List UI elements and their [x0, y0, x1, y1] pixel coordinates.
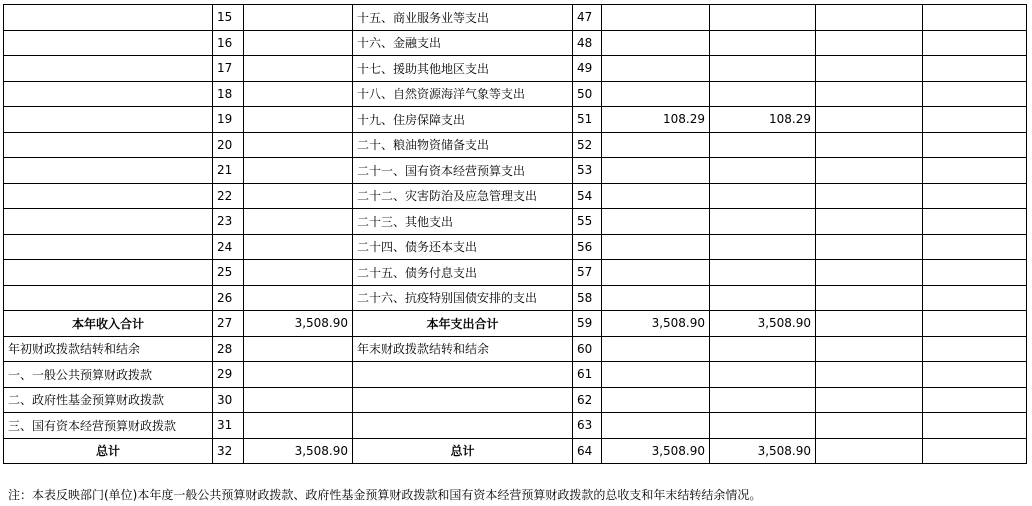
general-budget-amount: 3,508.90	[710, 438, 816, 464]
income-row-number: 18	[213, 81, 244, 107]
fund-budget-amount	[816, 107, 923, 133]
income-amount	[244, 234, 353, 260]
general-budget-amount	[710, 260, 816, 286]
expenditure-total	[602, 209, 710, 235]
income-row-number: 32	[213, 438, 244, 464]
income-row-number: 22	[213, 183, 244, 209]
capital-budget-amount	[923, 260, 1027, 286]
income-item-label: 一、一般公共预算财政拨款	[4, 362, 213, 388]
income-item-label	[4, 5, 213, 31]
general-budget-amount	[710, 362, 816, 388]
fund-budget-amount	[816, 260, 923, 286]
table-row	[4, 209, 1027, 235]
table-row	[4, 158, 1027, 184]
income-amount	[244, 336, 353, 362]
general-budget-amount	[710, 285, 816, 311]
expenditure-item-label: 二十六、抗疫特别国债安排的支出	[353, 285, 573, 311]
fund-budget-amount	[816, 336, 923, 362]
expenditure-item-label	[353, 387, 573, 413]
general-budget-amount	[710, 132, 816, 158]
fund-budget-amount	[816, 183, 923, 209]
expenditure-item-label: 十八、自然资源海洋气象等支出	[353, 81, 573, 107]
capital-budget-amount	[923, 107, 1027, 133]
general-budget-amount	[710, 30, 816, 56]
capital-budget-amount	[923, 5, 1027, 31]
general-budget-amount	[710, 209, 816, 235]
capital-budget-amount	[923, 413, 1027, 439]
expenditure-total	[602, 336, 710, 362]
income-item-label: 二、政府性基金预算财政拨款	[4, 387, 213, 413]
expenditure-row-number: 63	[573, 413, 602, 439]
expenditure-item-label: 十九、住房保障支出	[353, 107, 573, 133]
expenditure-item-label: 二十五、债务付息支出	[353, 260, 573, 286]
income-item-label: 本年收入合计	[4, 311, 213, 337]
income-amount	[244, 183, 353, 209]
income-item-label: 总计	[4, 438, 213, 464]
table-row	[4, 234, 1027, 260]
income-row-number: 24	[213, 234, 244, 260]
expenditure-row-number: 53	[573, 158, 602, 184]
general-budget-amount: 108.29	[710, 107, 816, 133]
income-item-label	[4, 107, 213, 133]
capital-budget-amount	[923, 183, 1027, 209]
income-row-number: 29	[213, 362, 244, 388]
expenditure-row-number: 56	[573, 234, 602, 260]
expenditure-total: 108.29	[602, 107, 710, 133]
expenditure-item-label: 二十、粮油物资储备支出	[353, 132, 573, 158]
table-row	[4, 387, 1027, 413]
capital-budget-amount	[923, 336, 1027, 362]
fund-budget-amount	[816, 438, 923, 464]
income-amount: 3,508.90	[244, 311, 353, 337]
general-budget-amount	[710, 183, 816, 209]
capital-budget-amount	[923, 311, 1027, 337]
expenditure-row-number: 52	[573, 132, 602, 158]
income-row-number: 26	[213, 285, 244, 311]
income-item-label	[4, 234, 213, 260]
expenditure-item-label: 年末财政拨款结转和结余	[353, 336, 573, 362]
expenditure-total	[602, 132, 710, 158]
capital-budget-amount	[923, 438, 1027, 464]
expenditure-total	[602, 30, 710, 56]
expenditure-item-label: 总计	[353, 438, 573, 464]
income-amount	[244, 413, 353, 439]
income-row-number: 21	[213, 158, 244, 184]
fiscal-allocation-table	[3, 4, 1027, 464]
income-item-label	[4, 81, 213, 107]
income-row-number: 16	[213, 30, 244, 56]
capital-budget-amount	[923, 158, 1027, 184]
income-amount	[244, 260, 353, 286]
income-amount	[244, 285, 353, 311]
expenditure-row-number: 60	[573, 336, 602, 362]
fund-budget-amount	[816, 362, 923, 388]
table-row	[4, 438, 1027, 464]
capital-budget-amount	[923, 387, 1027, 413]
fund-budget-amount	[816, 387, 923, 413]
fund-budget-amount	[816, 5, 923, 31]
expenditure-total	[602, 56, 710, 82]
income-row-number: 25	[213, 260, 244, 286]
income-item-label	[4, 260, 213, 286]
table-row	[4, 311, 1027, 337]
expenditure-total	[602, 387, 710, 413]
general-budget-amount	[710, 234, 816, 260]
table-row	[4, 336, 1027, 362]
income-item-label: 年初财政拨款结转和结余	[4, 336, 213, 362]
table-row	[4, 285, 1027, 311]
expenditure-row-number: 49	[573, 56, 602, 82]
expenditure-row-number: 61	[573, 362, 602, 388]
income-item-label: 三、国有资本经营预算财政拨款	[4, 413, 213, 439]
expenditure-item-label: 二十二、灾害防治及应急管理支出	[353, 183, 573, 209]
income-row-number: 19	[213, 107, 244, 133]
expenditure-total	[602, 285, 710, 311]
general-budget-amount	[710, 56, 816, 82]
table-row	[4, 362, 1027, 388]
income-item-label	[4, 158, 213, 184]
capital-budget-amount	[923, 56, 1027, 82]
expenditure-row-number: 62	[573, 387, 602, 413]
expenditure-item-label: 二十四、债务还本支出	[353, 234, 573, 260]
income-amount	[244, 132, 353, 158]
expenditure-total: 3,508.90	[602, 311, 710, 337]
capital-budget-amount	[923, 362, 1027, 388]
income-amount	[244, 107, 353, 133]
income-row-number: 27	[213, 311, 244, 337]
general-budget-amount	[710, 387, 816, 413]
expenditure-row-number: 50	[573, 81, 602, 107]
expenditure-item-label: 本年支出合计	[353, 311, 573, 337]
table-row	[4, 260, 1027, 286]
expenditure-total	[602, 234, 710, 260]
income-amount	[244, 362, 353, 388]
fund-budget-amount	[816, 209, 923, 235]
expenditure-item-label: 二十三、其他支出	[353, 209, 573, 235]
income-amount	[244, 158, 353, 184]
table-row	[4, 5, 1027, 31]
expenditure-item-label	[353, 413, 573, 439]
income-amount	[244, 209, 353, 235]
fund-budget-amount	[816, 285, 923, 311]
table-footnote: 注：本表反映部门(单位)本年度一般公共预算财政拨款、政府性基金预算财政拨款和国有资本经营预算财政拨款的总收支和年末结转结余情况。	[8, 488, 762, 502]
capital-budget-amount	[923, 30, 1027, 56]
expenditure-row-number: 51	[573, 107, 602, 133]
expenditure-item-label: 二十一、国有资本经营预算支出	[353, 158, 573, 184]
expenditure-row-number: 57	[573, 260, 602, 286]
expenditure-row-number: 54	[573, 183, 602, 209]
income-item-label	[4, 209, 213, 235]
fund-budget-amount	[816, 30, 923, 56]
capital-budget-amount	[923, 81, 1027, 107]
expenditure-total	[602, 362, 710, 388]
income-row-number: 30	[213, 387, 244, 413]
general-budget-amount	[710, 158, 816, 184]
fund-budget-amount	[816, 81, 923, 107]
income-row-number: 28	[213, 336, 244, 362]
income-item-label	[4, 183, 213, 209]
income-amount	[244, 56, 353, 82]
table-row	[4, 30, 1027, 56]
expenditure-row-number: 59	[573, 311, 602, 337]
income-amount	[244, 387, 353, 413]
expenditure-total	[602, 183, 710, 209]
expenditure-item-label: 十五、商业服务业等支出	[353, 5, 573, 31]
expenditure-item-label: 十七、援助其他地区支出	[353, 56, 573, 82]
fund-budget-amount	[816, 56, 923, 82]
expenditure-total	[602, 260, 710, 286]
general-budget-amount	[710, 413, 816, 439]
expenditure-total	[602, 413, 710, 439]
expenditure-total	[602, 5, 710, 31]
income-row-number: 15	[213, 5, 244, 31]
fund-budget-amount	[816, 158, 923, 184]
income-amount	[244, 30, 353, 56]
general-budget-amount	[710, 336, 816, 362]
table-row	[4, 56, 1027, 82]
expenditure-row-number: 58	[573, 285, 602, 311]
income-amount	[244, 81, 353, 107]
capital-budget-amount	[923, 209, 1027, 235]
expenditure-total	[602, 158, 710, 184]
income-row-number: 23	[213, 209, 244, 235]
income-item-label	[4, 132, 213, 158]
general-budget-amount: 3,508.90	[710, 311, 816, 337]
expenditure-item-label	[353, 362, 573, 388]
expenditure-total	[602, 81, 710, 107]
expenditure-item-label: 十六、金融支出	[353, 30, 573, 56]
fund-budget-amount	[816, 234, 923, 260]
income-item-label	[4, 56, 213, 82]
general-budget-amount	[710, 81, 816, 107]
fund-budget-amount	[816, 413, 923, 439]
income-item-label	[4, 285, 213, 311]
expenditure-row-number: 48	[573, 30, 602, 56]
table-row	[4, 107, 1027, 133]
expenditure-row-number: 64	[573, 438, 602, 464]
income-amount: 3,508.90	[244, 438, 353, 464]
capital-budget-amount	[923, 234, 1027, 260]
capital-budget-amount	[923, 132, 1027, 158]
fund-budget-amount	[816, 311, 923, 337]
capital-budget-amount	[923, 285, 1027, 311]
expenditure-row-number: 55	[573, 209, 602, 235]
income-row-number: 31	[213, 413, 244, 439]
table-row	[4, 183, 1027, 209]
fund-budget-amount	[816, 132, 923, 158]
expenditure-total: 3,508.90	[602, 438, 710, 464]
expenditure-row-number: 47	[573, 5, 602, 31]
income-amount	[244, 5, 353, 31]
table-row	[4, 81, 1027, 107]
income-item-label	[4, 30, 213, 56]
table-body	[4, 5, 1027, 464]
income-row-number: 20	[213, 132, 244, 158]
table-row	[4, 413, 1027, 439]
income-row-number: 17	[213, 56, 244, 82]
table-row	[4, 132, 1027, 158]
general-budget-amount	[710, 5, 816, 31]
